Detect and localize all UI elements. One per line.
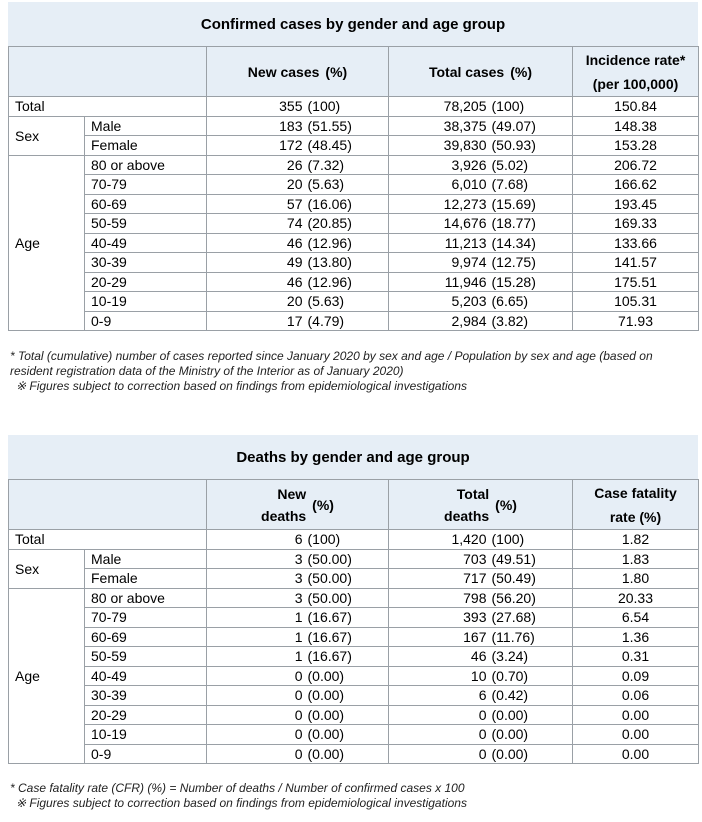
rate-cell: 1.36	[573, 627, 699, 647]
rate-cell: 141.57	[573, 253, 699, 273]
new-cell	[207, 647, 389, 667]
new-pct: (0.00)	[307, 667, 345, 684]
table-row	[9, 686, 699, 706]
total-pct: (49.07)	[491, 117, 536, 134]
rate-cell: 150.84	[573, 97, 699, 117]
table-row	[9, 647, 699, 667]
table-row	[9, 627, 699, 647]
new-cell	[207, 292, 389, 312]
total-value: 5,203	[451, 293, 487, 310]
header-incidence-rate: Incidence rate* (per 100,000)	[573, 47, 699, 97]
new-value: 49	[286, 254, 303, 271]
new-pct: (0.00)	[307, 687, 345, 704]
total-value: 11,946	[444, 273, 487, 290]
deaths-footnote-correction: ※ Figures subject to correction based on findings from epidemiological investigations	[16, 796, 467, 810]
total-cell	[389, 530, 573, 550]
new-pct: (0.00)	[307, 745, 345, 762]
header-total-deaths: Total deaths (%)	[389, 480, 573, 530]
total-pct: (3.82)	[491, 312, 529, 329]
confirmed-cases-title: Confirmed cases by gender and age group	[8, 2, 698, 46]
row-sub-label: 50-59	[85, 647, 207, 667]
header-new-cases: New cases (%)	[207, 47, 389, 97]
row-sub-label: 80 or above	[85, 588, 207, 608]
confirmed-cases-table	[8, 46, 699, 331]
total-pct: (14.34)	[491, 234, 536, 251]
row-sub-label: 50-59	[85, 214, 207, 234]
new-cell	[207, 97, 389, 117]
total-pct: (0.00)	[491, 706, 529, 723]
total-value: 11,213	[444, 234, 487, 251]
rate-cell: 0.00	[573, 744, 699, 764]
new-cell	[207, 175, 389, 195]
rate-cell: 71.93	[573, 311, 699, 331]
total-pct: (27.68)	[491, 609, 536, 626]
new-pct: (16.06)	[307, 195, 352, 212]
row-sub-label: 10-19	[85, 292, 207, 312]
table-row	[9, 233, 699, 253]
new-value: 17	[286, 312, 303, 329]
new-cell	[207, 744, 389, 764]
new-cell	[207, 705, 389, 725]
total-pct: (0.00)	[491, 745, 529, 762]
row-sub-label: 20-29	[85, 705, 207, 725]
total-cell	[389, 97, 573, 117]
rate-cell: 175.51	[573, 272, 699, 292]
rate-cell: 1.80	[573, 569, 699, 589]
row-sub-label: Male	[85, 116, 207, 136]
rate-cell: 0.00	[573, 725, 699, 745]
total-pct: (6.65)	[491, 293, 529, 310]
rate-cell: 0.06	[573, 686, 699, 706]
new-value: 57	[286, 195, 303, 212]
total-value: 0	[478, 745, 487, 762]
total-pct: (3.24)	[491, 648, 529, 665]
header-total-cases: Total cases (%)	[389, 47, 573, 97]
new-pct: (100)	[307, 531, 341, 548]
row-sub-label: 0-9	[85, 311, 207, 331]
rate-cell: 148.38	[573, 116, 699, 136]
total-cell	[389, 725, 573, 745]
row-group-label: Sex	[9, 116, 85, 155]
header-new-deaths: New deaths (%)	[207, 480, 389, 530]
confirmed-footnote-correction: ※ Figures subject to correction based on findings from epidemiological investigations	[16, 379, 467, 393]
new-pct: (13.80)	[307, 254, 352, 271]
total-value: 3,926	[451, 156, 487, 173]
new-value: 355	[279, 98, 303, 115]
rate-cell: 105.31	[573, 292, 699, 312]
new-pct: (50.00)	[307, 570, 352, 587]
new-pct: (48.45)	[307, 137, 352, 154]
total-pct: (50.93)	[491, 137, 536, 154]
row-sub-label: 30-39	[85, 253, 207, 273]
new-value: 1	[294, 628, 303, 645]
new-value: 3	[294, 550, 303, 567]
new-pct: (4.79)	[307, 312, 345, 329]
new-value: 20	[286, 176, 303, 193]
row-sub-label: 10-19	[85, 725, 207, 745]
new-value: 183	[279, 117, 303, 134]
row-group-label: Total	[9, 97, 207, 117]
new-cell	[207, 530, 389, 550]
deaths-footnote	[10, 781, 696, 811]
total-pct: (100)	[491, 98, 525, 115]
total-pct: (15.28)	[491, 273, 536, 290]
rate-cell: 1.82	[573, 530, 699, 550]
table-row	[9, 311, 699, 331]
total-value: 0	[478, 706, 487, 723]
new-value: 0	[294, 667, 303, 684]
deaths-title: Deaths by gender and age group	[8, 435, 698, 479]
table-row	[9, 666, 699, 686]
header-case-fatality-rate: Case fatality rate (%)	[573, 480, 699, 530]
new-pct: (20.85)	[307, 215, 352, 232]
rate-cell: 0.09	[573, 666, 699, 686]
total-pct: (56.20)	[491, 589, 536, 606]
row-sub-label: 70-79	[85, 175, 207, 195]
total-cell	[389, 214, 573, 234]
new-pct: (12.96)	[307, 234, 352, 251]
total-value: 167	[463, 628, 487, 645]
total-pct: (18.77)	[491, 215, 536, 232]
new-cell	[207, 608, 389, 628]
total-cell	[389, 253, 573, 273]
table-row	[9, 194, 699, 214]
row-sub-label: 80 or above	[85, 155, 207, 175]
new-cell	[207, 272, 389, 292]
total-pct: (0.42)	[491, 687, 529, 704]
new-value: 0	[294, 687, 303, 704]
total-pct: (50.49)	[491, 570, 536, 587]
row-sub-label: 30-39	[85, 686, 207, 706]
rate-cell: 1.83	[573, 549, 699, 569]
total-value: 10	[470, 667, 487, 684]
total-pct: (0.70)	[491, 667, 529, 684]
total-cell	[389, 647, 573, 667]
new-cell	[207, 686, 389, 706]
row-sub-label: 60-69	[85, 627, 207, 647]
new-cell	[207, 569, 389, 589]
new-value: 1	[294, 648, 303, 665]
table-row	[9, 549, 699, 569]
deaths-table	[8, 479, 699, 764]
confirmed-footnote	[10, 349, 696, 394]
new-pct: (0.00)	[307, 726, 345, 743]
total-pct: (5.02)	[491, 156, 529, 173]
table-row	[9, 608, 699, 628]
total-value: 2,984	[451, 312, 487, 329]
new-value: 172	[279, 137, 303, 154]
header-blank	[9, 47, 207, 97]
row-group-label: Total	[9, 530, 207, 550]
new-value: 6	[294, 531, 303, 548]
total-pct: (0.00)	[491, 726, 529, 743]
table-row	[9, 744, 699, 764]
rate-cell: 153.28	[573, 136, 699, 156]
total-cell	[389, 608, 573, 628]
rate-cell: 206.72	[573, 155, 699, 175]
table-row	[9, 155, 699, 175]
total-value: 703	[463, 550, 487, 567]
table-row	[9, 292, 699, 312]
total-cell	[389, 705, 573, 725]
new-value: 46	[286, 234, 303, 251]
new-cell	[207, 233, 389, 253]
deaths-section	[8, 435, 698, 764]
total-pct: (7.68)	[491, 176, 529, 193]
total-value: 14,676	[443, 215, 487, 232]
total-cell	[389, 292, 573, 312]
new-value: 1	[294, 609, 303, 626]
new-cell	[207, 136, 389, 156]
header-blank	[9, 480, 207, 530]
table-row	[9, 175, 699, 195]
rate-cell: 6.54	[573, 608, 699, 628]
total-cell	[389, 744, 573, 764]
row-sub-label: 20-29	[85, 272, 207, 292]
new-value: 3	[294, 570, 303, 587]
total-pct: (100)	[491, 531, 525, 548]
total-value: 9,974	[451, 254, 487, 271]
total-cell	[389, 233, 573, 253]
total-pct: (49.51)	[491, 550, 536, 567]
new-cell	[207, 588, 389, 608]
row-sub-label: Male	[85, 549, 207, 569]
total-value: 6,010	[451, 176, 487, 193]
rate-cell: 20.33	[573, 588, 699, 608]
new-pct: (50.00)	[307, 550, 352, 567]
row-group-label: Age	[9, 155, 85, 331]
new-cell	[207, 627, 389, 647]
row-sub-label: Female	[85, 569, 207, 589]
table-row	[9, 214, 699, 234]
rate-cell: 169.33	[573, 214, 699, 234]
table-row	[9, 116, 699, 136]
rate-cell: 193.45	[573, 194, 699, 214]
total-cell	[389, 116, 573, 136]
table-row	[9, 530, 699, 550]
rate-cell: 166.62	[573, 175, 699, 195]
new-value: 0	[294, 706, 303, 723]
new-pct: (100)	[307, 98, 341, 115]
confirmed-cases-section	[8, 2, 698, 331]
total-value: 6	[478, 687, 487, 704]
table-row	[9, 272, 699, 292]
new-value: 46	[286, 273, 303, 290]
total-value: 46	[470, 648, 487, 665]
new-pct: (7.32)	[307, 156, 345, 173]
row-sub-label: 60-69	[85, 194, 207, 214]
new-pct: (51.55)	[307, 117, 352, 134]
row-sub-label: 40-49	[85, 233, 207, 253]
total-cell	[389, 569, 573, 589]
new-value: 26	[286, 156, 303, 173]
new-pct: (16.67)	[307, 628, 352, 645]
total-cell	[389, 272, 573, 292]
total-pct: (15.69)	[491, 195, 536, 212]
total-value: 798	[463, 589, 487, 606]
new-cell	[207, 549, 389, 569]
new-pct: (16.67)	[307, 609, 352, 626]
total-cell	[389, 549, 573, 569]
total-cell	[389, 136, 573, 156]
row-group-label: Age	[9, 588, 85, 764]
total-value: 1,420	[451, 531, 487, 548]
total-cell	[389, 194, 573, 214]
total-cell	[389, 666, 573, 686]
new-cell	[207, 155, 389, 175]
new-pct: (16.67)	[307, 648, 352, 665]
new-value: 0	[294, 745, 303, 762]
total-value: 393	[463, 609, 487, 626]
table-row	[9, 705, 699, 725]
deaths-footnote-cfr: * Case fatality rate (CFR) (%) = Number of deaths / Number of confirmed cases x 100	[10, 781, 465, 795]
new-pct: (5.63)	[307, 293, 345, 310]
row-sub-label: Female	[85, 136, 207, 156]
new-value: 20	[286, 293, 303, 310]
new-pct: (50.00)	[307, 589, 352, 606]
new-value: 0	[294, 726, 303, 743]
rate-cell: 0.00	[573, 705, 699, 725]
new-cell	[207, 253, 389, 273]
total-cell	[389, 588, 573, 608]
total-value: 12,273	[443, 195, 487, 212]
row-sub-label: 0-9	[85, 744, 207, 764]
rate-cell: 133.66	[573, 233, 699, 253]
table-row	[9, 136, 699, 156]
new-cell	[207, 725, 389, 745]
row-sub-label: 70-79	[85, 608, 207, 628]
total-cell	[389, 686, 573, 706]
confirmed-footnote-incidence: * Total (cumulative) number of cases reported since January 2020 by sex and age / Population by sex and age (based on resident registration data of the Ministry of the Interior as of January 2020)	[10, 349, 653, 378]
rate-cell: 0.31	[573, 647, 699, 667]
total-value: 78,205	[443, 98, 487, 115]
total-value: 717	[463, 570, 487, 587]
new-cell	[207, 214, 389, 234]
table-row	[9, 569, 699, 589]
table-row	[9, 253, 699, 273]
total-value: 38,375	[443, 117, 487, 134]
table-row	[9, 97, 699, 117]
total-pct: (11.76)	[491, 628, 535, 645]
total-cell	[389, 311, 573, 331]
new-cell	[207, 116, 389, 136]
new-pct: (5.63)	[307, 176, 345, 193]
new-cell	[207, 311, 389, 331]
new-value: 3	[294, 589, 303, 606]
new-pct: (12.96)	[307, 273, 352, 290]
total-value: 0	[478, 726, 487, 743]
total-pct: (12.75)	[491, 254, 536, 271]
total-value: 39,830	[443, 137, 487, 154]
new-cell	[207, 194, 389, 214]
total-cell	[389, 175, 573, 195]
total-cell	[389, 627, 573, 647]
row-sub-label: 40-49	[85, 666, 207, 686]
table-row	[9, 588, 699, 608]
new-value: 74	[286, 215, 303, 232]
row-group-label: Sex	[9, 549, 85, 588]
table-row	[9, 725, 699, 745]
new-cell	[207, 666, 389, 686]
total-cell	[389, 155, 573, 175]
new-pct: (0.00)	[307, 706, 345, 723]
